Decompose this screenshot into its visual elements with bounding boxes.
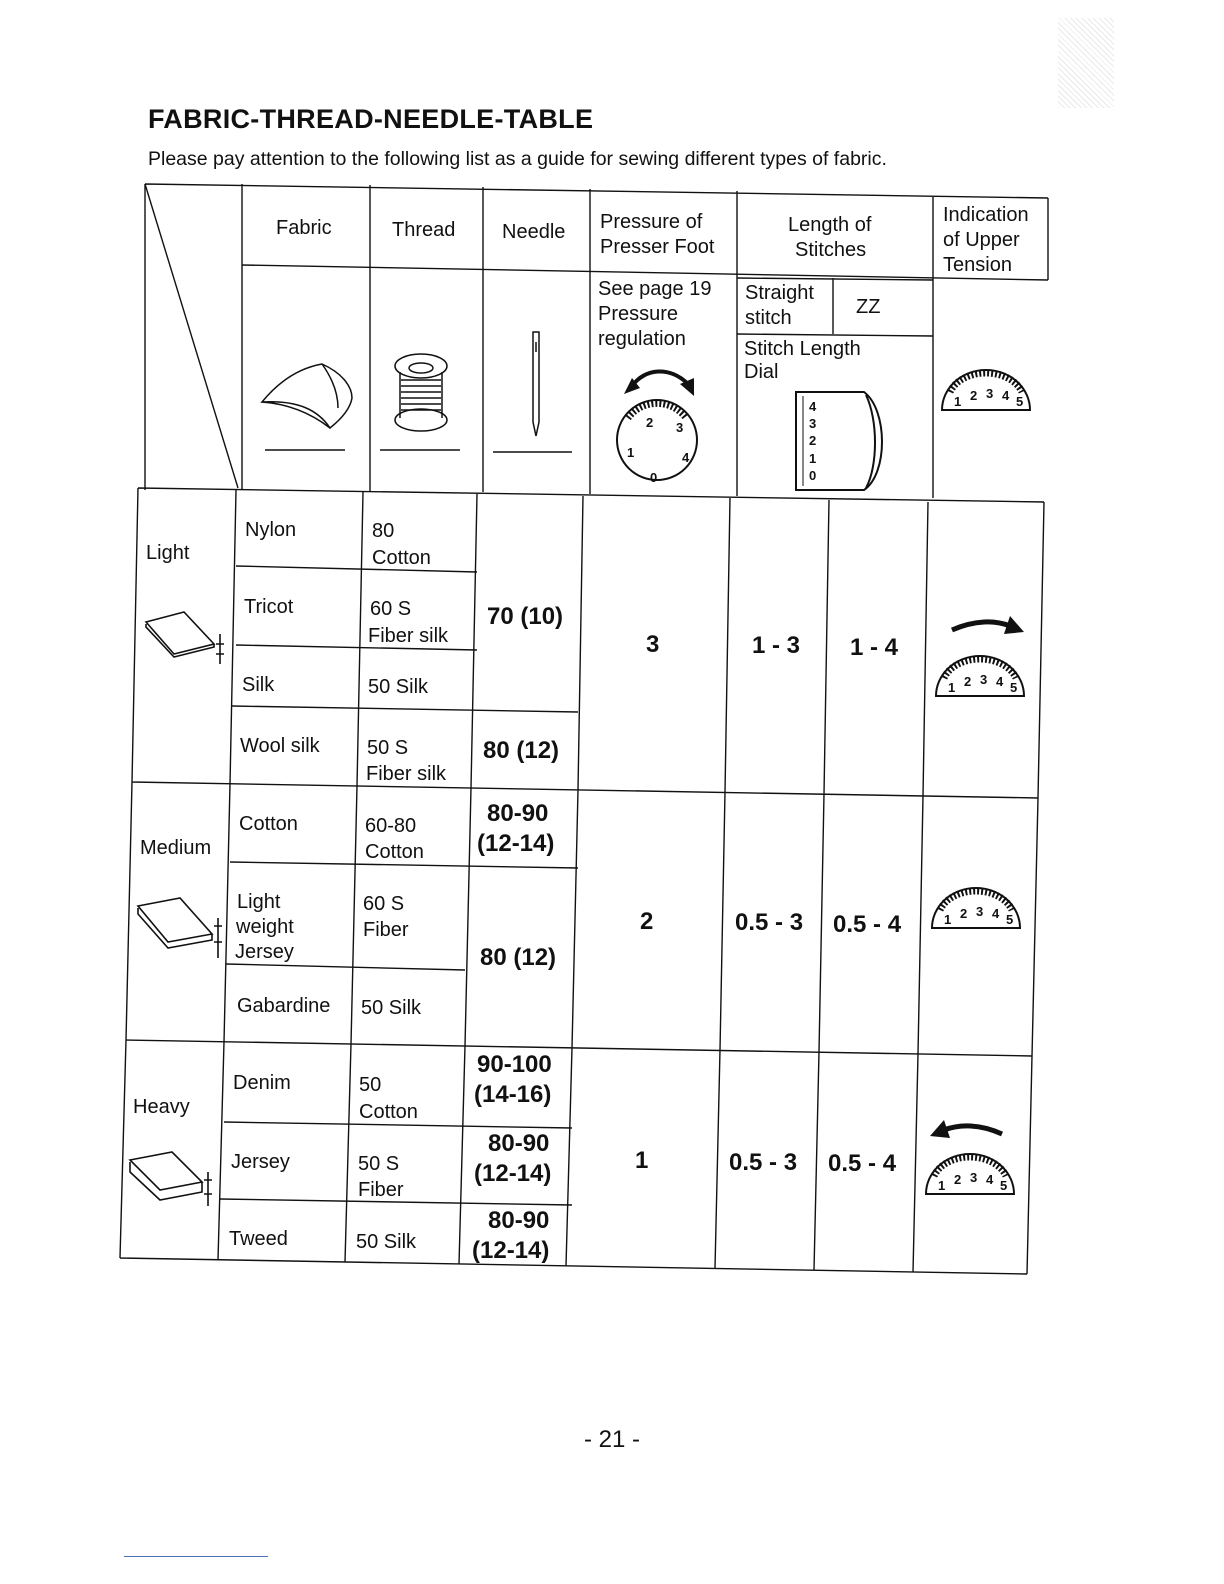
zz-medium: 0.5 - 4 [833, 911, 902, 938]
tension-arrow-right-icon [952, 616, 1024, 634]
svg-text:1: 1 [954, 394, 962, 409]
straight-label-2: stitch [745, 307, 792, 329]
header-pressure-1: Pressure of [600, 211, 703, 233]
svg-text:5: 5 [1010, 680, 1018, 695]
thread-cotton-1: 60-80 [365, 815, 417, 837]
needle-heavy-3b: (12-14) [472, 1237, 550, 1264]
header-pressure-2: Presser Foot [600, 236, 715, 258]
svg-text:5: 5 [1016, 394, 1024, 409]
svg-text:0: 0 [650, 470, 658, 485]
dial-number-2: 2 [809, 433, 817, 448]
svg-text:4: 4 [1002, 388, 1010, 403]
svg-text:3: 3 [676, 420, 684, 435]
header-length-1: Length of [788, 214, 872, 236]
thread-tweed: 50 Silk [356, 1231, 417, 1253]
needle-medium-2: 80 (12) [480, 944, 557, 971]
fabric-swatch-icon [262, 364, 352, 428]
svg-text:5: 5 [1006, 912, 1014, 927]
page-number: - 21 - [583, 1426, 640, 1453]
thread-tricot-2: Fiber silk [368, 625, 449, 647]
needle-medium-1b: (12-14) [477, 830, 555, 857]
weight-light: Light [146, 542, 190, 564]
thread-silk: 50 Silk [368, 676, 429, 698]
thread-nylon-1: 80 [372, 520, 395, 542]
needle-heavy-3a: 80-90 [488, 1207, 550, 1234]
straight-light: 1 - 3 [752, 632, 801, 659]
svg-text:3: 3 [986, 386, 994, 401]
zz-label: ZZ [856, 296, 881, 318]
zz-heavy: 0.5 - 4 [828, 1150, 897, 1177]
fabric-lwj-1: Light [237, 891, 281, 913]
needle-light-1: 70 (10) [487, 603, 564, 630]
dial-label-2: Dial [744, 361, 779, 383]
svg-text:3: 3 [970, 1170, 978, 1185]
pressure-dial-icon [617, 371, 697, 485]
dial-label-1: Stitch Length [744, 338, 861, 360]
pressure-note-2: Pressure [598, 303, 679, 325]
thread-jersey-2: Fiber [358, 1179, 404, 1201]
svg-text:4: 4 [996, 674, 1004, 689]
svg-text:1: 1 [938, 1178, 946, 1193]
svg-text:3: 3 [976, 904, 984, 919]
needle-heavy-1a: 90-100 [477, 1051, 552, 1078]
page-title: FABRIC-THREAD-NEEDLE-TABLE [148, 104, 594, 134]
fabric-jersey: Jersey [231, 1151, 290, 1173]
header-tension-1: Indication [943, 204, 1029, 226]
fabric-gabardine: Gabardine [237, 995, 331, 1017]
fabric-silk: Silk [242, 674, 275, 696]
fabric-lwj-3: Jersey [235, 941, 294, 963]
stitch-length-dial-icon [796, 392, 882, 490]
svg-text:2: 2 [960, 906, 968, 921]
thread-gabardine: 50 Silk [361, 997, 422, 1019]
svg-text:1: 1 [944, 912, 952, 927]
footer-rule [124, 1556, 268, 1557]
needle-medium-1a: 80-90 [487, 800, 549, 827]
thread-lwj-2: Fiber [363, 919, 409, 941]
tension-arrow-left-icon [930, 1120, 1002, 1138]
svg-text:5: 5 [1000, 1178, 1008, 1193]
svg-text:4: 4 [986, 1172, 994, 1187]
straight-label-1: Straight [745, 282, 814, 304]
thread-tricot-1: 60 S [370, 598, 412, 620]
thread-jersey-1: 50 S [358, 1153, 400, 1175]
thread-denim-1: 50 [359, 1074, 382, 1096]
thread-cotton-2: Cotton [365, 841, 424, 863]
thread-nylon-2: Cotton [372, 547, 431, 569]
svg-text:1: 1 [948, 680, 956, 695]
header-thread: Thread [392, 219, 456, 241]
fabric-tweed: Tweed [229, 1228, 288, 1250]
svg-text:4: 4 [682, 450, 690, 465]
thread-spool-icon [395, 354, 447, 431]
needle-heavy-2a: 80-90 [488, 1130, 550, 1157]
dial-number-0: 0 [809, 468, 817, 483]
thread-wool-silk-2: Fiber silk [366, 763, 447, 785]
svg-text:2: 2 [954, 1172, 962, 1187]
fabric-cotton: Cotton [239, 813, 298, 835]
needle-icon [533, 332, 539, 436]
header-length-2: Stitches [795, 239, 867, 261]
tension-dial-icon-light [936, 656, 1024, 696]
pressure-medium: 2 [640, 908, 654, 935]
header-fabric: Fabric [276, 217, 332, 239]
table-grid [120, 184, 1048, 1274]
tension-dial-icon-medium [932, 888, 1020, 928]
svg-text:3: 3 [980, 672, 988, 687]
dial-number-1: 1 [809, 451, 817, 466]
fabric-wool-silk: Wool silk [240, 735, 320, 757]
svg-text:1: 1 [627, 445, 635, 460]
straight-medium: 0.5 - 3 [735, 909, 804, 936]
thread-wool-silk-1: 50 S [367, 737, 409, 759]
zz-light: 1 - 4 [850, 634, 899, 661]
thread-denim-2: Cotton [359, 1101, 418, 1123]
intro-text: Please pay attention to the following list as a guide for sewing different types of fabric. [148, 148, 887, 170]
pressure-light: 3 [646, 631, 660, 658]
svg-text:2: 2 [646, 415, 654, 430]
pressure-note-3: regulation [598, 328, 686, 350]
needle-heavy-1b: (14-16) [474, 1081, 552, 1108]
svg-text:4: 4 [992, 906, 1000, 921]
tension-dial-icon-heavy [926, 1154, 1014, 1194]
fabric-denim: Denim [233, 1072, 291, 1094]
weight-heavy: Heavy [133, 1096, 190, 1118]
svg-text:2: 2 [964, 674, 972, 689]
header-tension-2: of Upper [943, 229, 1020, 251]
svg-text:2: 2 [970, 388, 978, 403]
pressure-note-1: See page 19 [598, 278, 712, 300]
pressure-heavy: 1 [635, 1147, 649, 1174]
straight-heavy: 0.5 - 3 [729, 1149, 798, 1176]
needle-light-2: 80 (12) [483, 737, 560, 764]
dial-number-3: 3 [809, 416, 817, 431]
medium-fabric-swatch-icon [138, 898, 222, 958]
thread-lwj-1: 60 S [363, 893, 405, 915]
header-needle: Needle [502, 221, 566, 243]
fabric-tricot: Tricot [244, 596, 294, 618]
fabric-nylon: Nylon [245, 519, 297, 541]
tension-dial-icon [942, 370, 1030, 410]
weight-medium: Medium [140, 837, 212, 859]
light-fabric-swatch-icon [146, 612, 224, 664]
dial-number-4: 4 [809, 399, 817, 414]
fabric-lwj-2: weight [236, 916, 294, 938]
header-tension-3: Tension [943, 254, 1012, 276]
needle-heavy-2b: (12-14) [474, 1160, 552, 1187]
heavy-fabric-swatch-icon [130, 1152, 212, 1206]
